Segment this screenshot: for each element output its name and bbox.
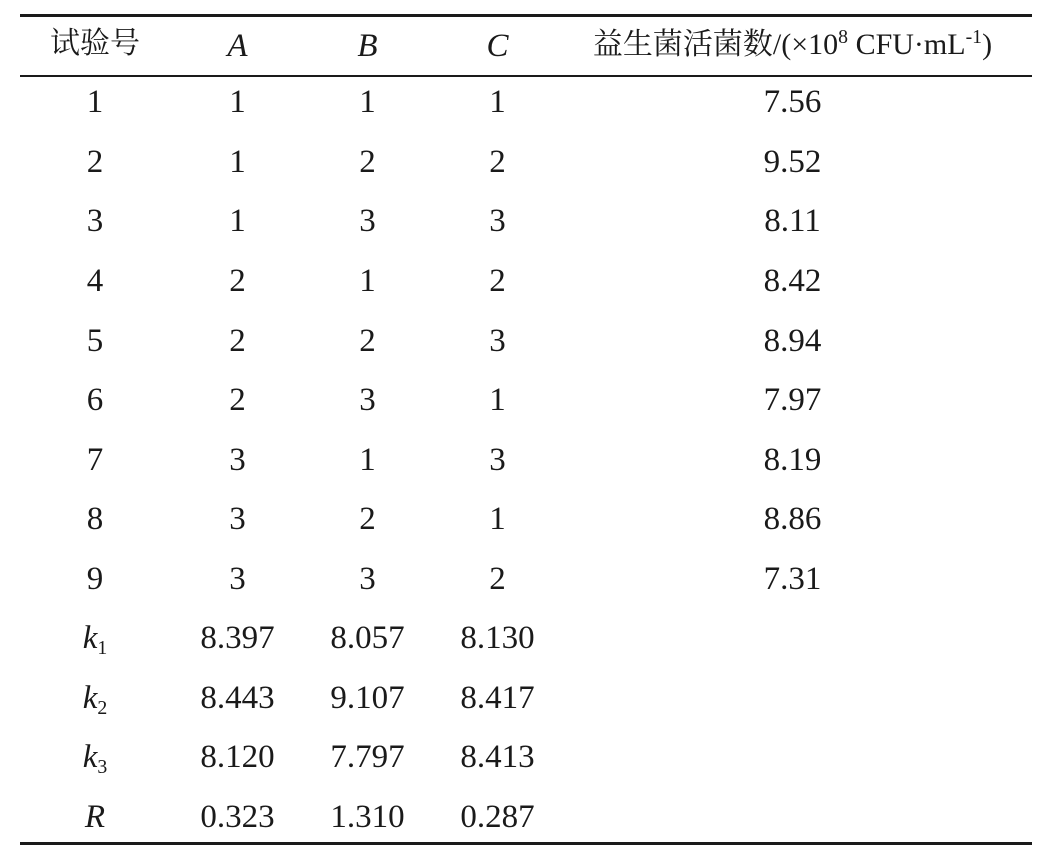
stat-symbol: k — [82, 620, 98, 656]
level-a: 3 — [229, 561, 246, 597]
trial-number: 6 — [86, 382, 104, 418]
level-a: 3 — [229, 501, 246, 537]
level-a: 3 — [229, 442, 246, 478]
table-bottom-rule — [20, 842, 1032, 845]
header-viable-count — [570, 24, 1015, 64]
table-header-rule — [20, 75, 1032, 77]
stat-subscript: 1 — [97, 636, 108, 659]
header-unit-b: CFU·mL — [848, 28, 966, 61]
trial-number: 9 — [86, 561, 104, 597]
trial-number: 3 — [86, 203, 104, 239]
level-b: 3 — [359, 561, 376, 597]
viable-count: 8.42 — [763, 263, 822, 299]
stat-b: 9.107 — [330, 680, 405, 716]
viable-count: 7.31 — [763, 561, 822, 597]
level-b: 1 — [359, 442, 376, 478]
level-c: 2 — [489, 144, 506, 180]
stat-c: 0.287 — [460, 799, 535, 835]
stat-c: 8.130 — [460, 620, 535, 656]
level-c: 3 — [489, 203, 506, 239]
stat-label — [40, 678, 150, 718]
trial-number: 5 — [86, 323, 104, 359]
level-b: 3 — [359, 203, 376, 239]
trial-number: 8 — [86, 501, 104, 537]
stat-a: 8.397 — [200, 620, 275, 656]
stat-label — [40, 797, 150, 837]
header-unit-exp2: -1 — [965, 26, 983, 49]
header-factor-a: A — [227, 28, 248, 64]
stat-symbol: k — [82, 680, 98, 716]
viable-count: 7.56 — [763, 84, 822, 120]
header-unit-c: ) — [982, 28, 993, 61]
level-a: 1 — [229, 144, 246, 180]
level-b: 3 — [359, 382, 376, 418]
stat-symbol: k — [82, 739, 98, 775]
level-b: 2 — [359, 323, 376, 359]
header-unit-a: /(×10 — [772, 28, 839, 61]
trial-number: 4 — [86, 263, 104, 299]
level-c: 1 — [489, 382, 506, 418]
stat-b: 7.797 — [330, 739, 405, 775]
viable-count: 9.52 — [763, 144, 822, 180]
stat-b: 8.057 — [330, 620, 405, 656]
level-c: 3 — [489, 442, 506, 478]
stat-b: 1.310 — [330, 799, 405, 835]
viable-count: 8.86 — [763, 501, 822, 537]
level-c: 2 — [489, 263, 506, 299]
stat-subscript: 2 — [97, 696, 108, 719]
viable-count: 8.11 — [764, 203, 821, 239]
trial-number: 7 — [86, 442, 104, 478]
header-factor-c: C — [486, 28, 509, 64]
level-a: 2 — [229, 323, 246, 359]
header-trial-no: 试验号 — [50, 26, 140, 61]
stat-a: 8.120 — [200, 739, 275, 775]
level-a: 1 — [229, 84, 246, 120]
stat-c: 8.413 — [460, 739, 535, 775]
header-factor-b: B — [357, 28, 378, 64]
table-top-rule — [20, 14, 1032, 17]
header-viable-count-label: 益生菌活菌数 — [592, 27, 773, 62]
level-c: 1 — [489, 501, 506, 537]
viable-count: 8.94 — [763, 323, 822, 359]
level-a: 2 — [229, 263, 246, 299]
level-a: 2 — [229, 382, 246, 418]
stat-label — [40, 737, 150, 777]
viable-count: 8.19 — [763, 442, 822, 478]
trial-number: 1 — [86, 84, 104, 120]
trial-number: 2 — [86, 144, 104, 180]
stat-a: 0.323 — [200, 799, 275, 835]
level-a: 1 — [229, 203, 246, 239]
level-c: 3 — [489, 323, 506, 359]
header-unit-exp: 8 — [838, 26, 849, 49]
level-b: 1 — [359, 84, 376, 120]
level-b: 1 — [359, 263, 376, 299]
stat-a: 8.443 — [200, 680, 275, 716]
stat-symbol: R — [84, 799, 106, 835]
stat-subscript: 3 — [97, 755, 108, 778]
stat-label — [40, 618, 150, 658]
level-b: 2 — [359, 144, 376, 180]
viable-count: 7.97 — [763, 382, 822, 418]
level-c: 1 — [489, 84, 506, 120]
level-c: 2 — [489, 561, 506, 597]
stat-c: 8.417 — [460, 680, 535, 716]
level-b: 2 — [359, 501, 376, 537]
